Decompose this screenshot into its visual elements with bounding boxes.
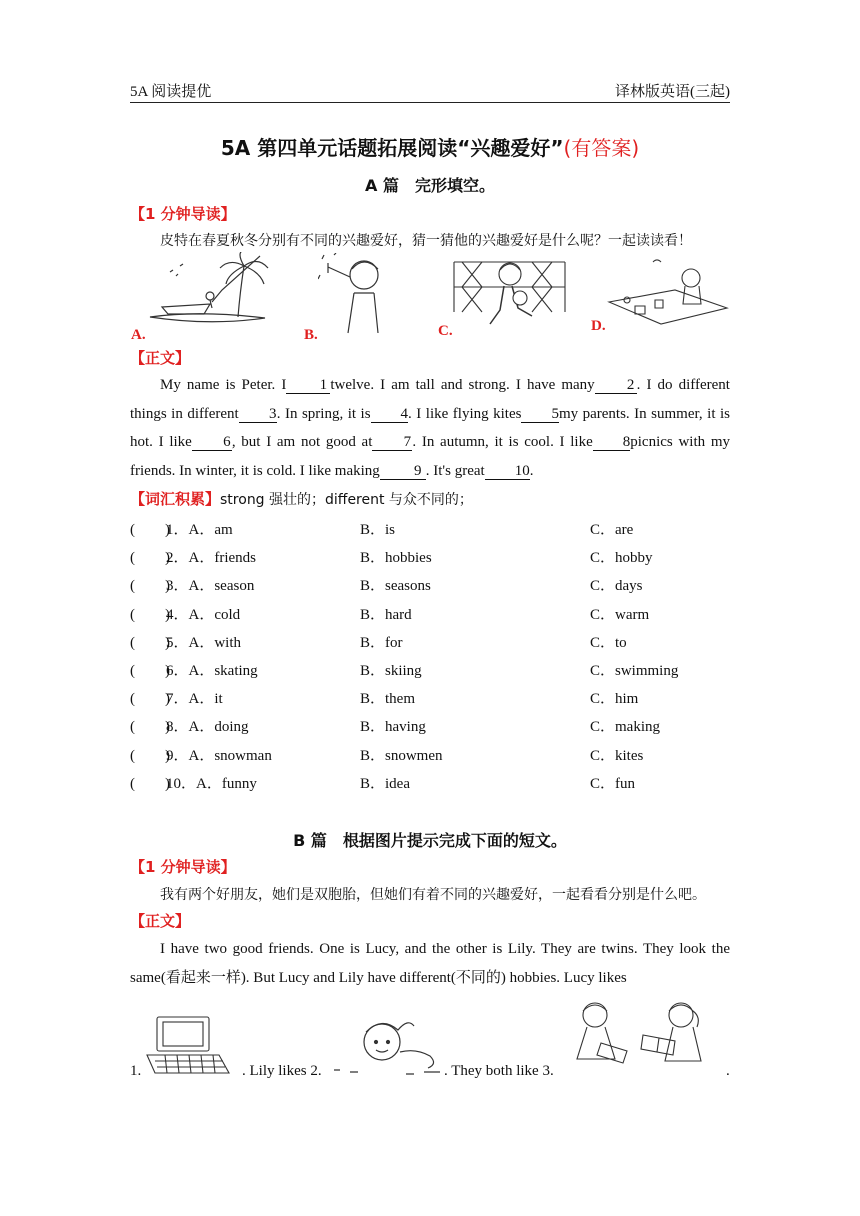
option-a[interactable]: 3．A．season xyxy=(166,578,255,595)
option-c[interactable]: C．are xyxy=(590,522,634,538)
question-row xyxy=(130,518,750,542)
blank-10[interactable]: 10 xyxy=(485,463,530,480)
option-c[interactable]: C．days xyxy=(590,578,643,595)
blank-3[interactable]: 3 xyxy=(239,406,277,423)
section-b-guide-tag: 【1 分钟导读】 xyxy=(130,858,236,876)
option-a[interactable]: 2．A．friends xyxy=(166,550,256,567)
question-row xyxy=(130,574,750,598)
section-b-heading: B 篇 根据图片提示完成下面的短文。 xyxy=(293,831,567,850)
question-row xyxy=(130,546,750,570)
answer-paren[interactable]: ( ) xyxy=(130,747,170,764)
blank-4[interactable]: 4 xyxy=(371,406,409,423)
option-a[interactable]: 7．A．it xyxy=(166,691,223,708)
picture-label-a: A. xyxy=(131,327,146,343)
option-b[interactable]: B．having xyxy=(360,719,426,736)
answer-paren[interactable]: ( ) xyxy=(130,775,170,792)
question-row xyxy=(130,659,750,683)
blank-7[interactable]: 7 xyxy=(372,434,412,451)
picnic-icon xyxy=(605,256,730,331)
option-a[interactable]: 6．A．skating xyxy=(166,663,258,679)
passage-text: twelve. I am tall and strong. I have many xyxy=(330,377,595,393)
fill-item-end: . xyxy=(726,1063,730,1079)
section-b-text-tag: 【正文】 xyxy=(130,912,191,930)
page-title xyxy=(0,132,860,161)
girls-reading-icon xyxy=(565,997,730,1073)
question-row xyxy=(130,744,750,768)
fill-item-3: . They both like 3. xyxy=(444,1063,554,1079)
option-b[interactable]: B．is xyxy=(360,522,396,538)
title-note: (有答案) xyxy=(563,136,640,160)
blank-9[interactable]: 9 xyxy=(380,463,426,480)
picture-label-d: D. xyxy=(591,318,606,334)
vocab-tag: 【词汇积累】 xyxy=(130,490,221,508)
header-left: 5A 阅读提优 xyxy=(130,84,212,100)
vocab-box xyxy=(130,488,473,509)
section-b-guide-text: 我有两个好朋友，她们是双胞胎，但她们有着不同的兴趣爱好，一起看看分别是什么吧。 xyxy=(160,887,706,903)
answer-paren[interactable]: ( ) xyxy=(130,663,170,679)
option-b[interactable]: B．seasons xyxy=(360,578,431,595)
passage-text: . In spring, it is xyxy=(276,405,371,422)
blank-8[interactable]: 8 xyxy=(593,434,631,451)
option-b[interactable]: B．them xyxy=(360,691,415,708)
option-c[interactable]: C．swimming xyxy=(590,663,679,679)
option-c[interactable]: C．hobby xyxy=(590,550,653,567)
section-a-heading: A 篇 完形填空。 xyxy=(365,176,495,195)
option-a[interactable]: 4．A．cold xyxy=(166,606,241,623)
boy-running-basketball-icon xyxy=(452,252,567,332)
picture-label-c: C. xyxy=(438,323,453,339)
option-b[interactable]: B．snowmen xyxy=(360,747,443,764)
option-a[interactable]: 9．A．snowman xyxy=(166,747,272,764)
question-row xyxy=(130,772,750,796)
answer-paren[interactable]: ( ) xyxy=(130,691,170,708)
passage-text: . In autumn, it is cool. I like xyxy=(412,434,593,450)
title-main: 5A 第四单元话题拓展阅读“兴趣爱好” xyxy=(220,136,564,160)
passage-text: . xyxy=(529,462,534,479)
answer-paren[interactable]: ( ) xyxy=(130,634,170,651)
option-b[interactable]: B．hard xyxy=(360,606,412,623)
passage-text: My name is Peter. I xyxy=(160,377,287,393)
section-a-passage xyxy=(130,371,730,485)
question-row xyxy=(130,603,750,627)
option-c[interactable]: C．him xyxy=(590,691,639,708)
option-a[interactable]: 8．A．doing xyxy=(166,719,249,736)
option-a[interactable]: 5．A．with xyxy=(166,634,242,651)
option-c[interactable]: C．to xyxy=(590,634,627,651)
section-a-text-tag: 【正文】 xyxy=(130,349,191,367)
option-b[interactable]: B．hobbies xyxy=(360,550,432,567)
picture-label-b: B. xyxy=(304,327,318,343)
option-c[interactable]: C．fun xyxy=(590,775,636,792)
passage-text: . I do different things in different xyxy=(130,377,730,422)
passage-text: my parents. In summer, it is hot. I like xyxy=(130,405,730,450)
boy-trumpet-icon xyxy=(318,253,398,338)
option-b[interactable]: B．skiing xyxy=(360,663,422,679)
question-row xyxy=(130,631,750,655)
option-a[interactable]: 1．A．am xyxy=(166,522,233,538)
option-b[interactable]: B．for xyxy=(360,634,403,651)
answer-paren[interactable]: ( ) xyxy=(130,578,170,595)
answer-paren[interactable]: ( ) xyxy=(130,606,170,623)
passage-text: . It's great xyxy=(425,462,485,479)
question-row xyxy=(130,715,750,739)
option-c[interactable]: C．making xyxy=(590,719,660,736)
answer-paren[interactable]: ( ) xyxy=(130,550,170,567)
fill-item-1: 1. xyxy=(130,1063,142,1079)
option-c[interactable]: C．kites xyxy=(590,747,644,764)
header-right: 译林版英语(三起) xyxy=(615,84,730,100)
option-a[interactable]: 10．A．funny xyxy=(166,775,257,792)
section-b-passage: I have two good friends. One is Lucy, and the other is Lily. They are twins. They look the same(看起来一样). But Lucy and Lily have different(不同的) hobbies. Lucy likes xyxy=(130,941,730,986)
answer-paren[interactable]: ( ) xyxy=(130,522,170,538)
answer-paren[interactable]: ( ) xyxy=(130,719,170,736)
fishing-island-icon xyxy=(140,252,275,332)
option-c[interactable]: C．warm xyxy=(590,606,650,623)
blank-1[interactable]: 1 xyxy=(286,377,330,394)
blank-2[interactable]: 2 xyxy=(595,377,637,394)
section-a-guide-tag: 【1 分钟导读】 xyxy=(130,205,236,223)
fill-item-2: . Lily likes 2. xyxy=(242,1063,322,1079)
blank-5[interactable]: 5 xyxy=(521,406,559,423)
section-b-fill-line xyxy=(130,1063,730,1087)
section-a-guide-text: 皮特在春夏秋冬分别有不同的兴趣爱好，猜一猜他的兴趣爱好是什么呢？一起读读看！ xyxy=(160,233,692,249)
vocab-text: strong 强壮的；different 与众不同的； xyxy=(220,492,473,508)
blank-6[interactable]: 6 xyxy=(192,434,232,451)
page-header xyxy=(130,80,730,103)
question-row xyxy=(130,687,750,711)
option-b[interactable]: B．idea xyxy=(360,775,410,792)
passage-text: , but I am not good at xyxy=(231,434,373,450)
passage-text: . I like flying kites xyxy=(408,405,522,422)
passage-text: picnics with my friends. In winter, it is cold. I like making xyxy=(130,434,731,479)
